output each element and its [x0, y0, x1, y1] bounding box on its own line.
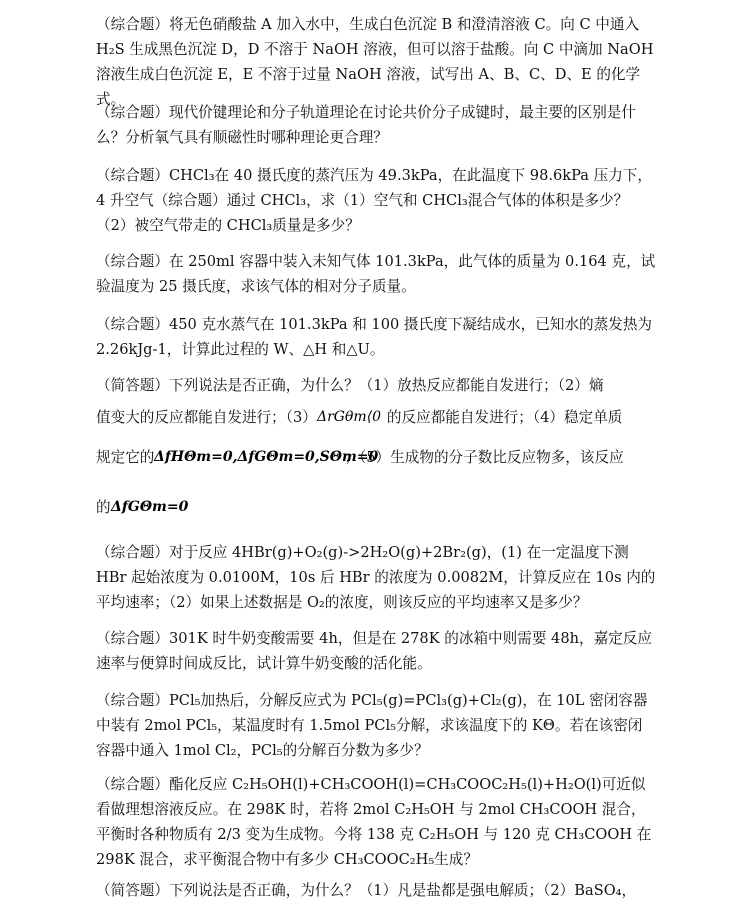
- question-4: （综合题）在 250ml 容器中装入未知气体 101.3kPa，此气体的质量为 0.164 克，试验温度为 25 摄氏度，求该气体的相对分子质量。: [96, 253, 656, 295]
- svg-text:ΔrGθm⟨0: ΔrGθm⟨0: [316, 409, 381, 425]
- question-3: （综合题）CHCl₃在 40 摄氏度的蒸汽压为 49.3kPa，在此温度下 98.6kPa 压力下，4 升空气（综合题）通过 CHCl₃，求（1）空气和 CHCl₃混合气体的体积是多少？（2）被空气带走的 CHCl₃质量是多少？: [96, 167, 652, 234]
- math-delta-f-g-zero: [111, 494, 191, 518]
- question-7: （综合题）对于反应 4HBr(g)+O₂(g)->2H₂O(g)+2Br₂(g)，(1) 在一定温度下测 HBr 起始浓度为 0.0100M，10s 后 HBr 的浓度为 0.0082M，计算反应在 10s 内的平均速率；（2）如果上述数据是 O₂的浓度，则该反应的平均速率又是多少？: [96, 544, 656, 611]
- question-1: （综合题）将无色硝酸盐 A 加入水中，生成白色沉淀 B 和澄清溶液 C。向 C 中通入 H₂S 生成黑色沉淀 D，D 不溶于 NaOH 溶液，但可以溶于盐酸。向 C 中滴加 NaOH 溶液生成白色沉淀 E，E 不溶于过量 NaOH 溶液，试写出 A、B、C、D、E 的化学式。: [96, 16, 654, 108]
- math-delta-r-g-lt0: [317, 406, 387, 428]
- question-6-line-1: （简答题）下列说法是否正确，为什么？（1）放热反应都能自发进行；（2）熵: [96, 377, 604, 394]
- question-9: （综合题）PCl₅加热后，分解反应式为 PCl₅(g)=PCl₃(g)+Cl₂(g)，在 10L 密闭容器中装有 2mol PCl₅，某温度时有 1.5mol PCl₅分解，求该温度下的 KΘ。若在该密闭容器中通入 1mol Cl₂，PCl₅的分解百分数为多少？: [96, 692, 648, 759]
- svg-text:ΔfHΘm=0,ΔfGΘm=0,SΘm=0: ΔfHΘm=0,ΔfGΘm=0,SΘm=0: [154, 449, 379, 465]
- question-8: （综合题）301K 时牛奶变酸需要 4h，但是在 278K 的冰箱中则需要 48h，嘉定反应速率与便算时间成反比，试计算牛奶变酸的活化能。: [96, 630, 652, 672]
- question-10: （综合题）酯化反应 C₂H₅OH(l)+CH₃COOH(l)=CH₃COOC₂H₅(l)+H₂O(l)可近似看做理想溶液反应。在 298K 时，若将 2mol C₂H₅OH 与 2mol CH₃COOH 混合，平衡时各种物质有 2/3 变为生成物。今将 138 克 C₂H₅OH 与 120 克 CH₃COOH 在 298K 混合，求平衡混合物中有多少 CH₃COOC₂H₅生成？: [96, 776, 652, 868]
- question-5: （综合题）450 克水蒸气在 101.3kPa 和 100 摄氏度下凝结成水，已知水的蒸发热为 2.26kJg-1，计算此过程的 W、△H 和△U。: [96, 316, 653, 358]
- question-2: （综合题）现代价键理论和分子轨道理论在讨论共价分子成键时，最主要的区别是什么？分析氧气具有顺磁性时哪种理论更合理？: [96, 104, 636, 146]
- question-6: [96, 372, 656, 524]
- question-6-line-4: 的 ΔfGΘm=0: [96, 494, 656, 524]
- question-6-line-3: 规定它的 ΔfHΘm=0,ΔfGΘm=0,SΘm=0 ；（5）生成物的分子数比反应物多，该反应: [96, 444, 656, 494]
- question-6-line-2: 值变大的反应都能自发进行；（3） ΔrGθm⟨0 的反应都能自发进行；（4）稳定单质: [96, 404, 656, 444]
- math-standard-state-formula: [154, 444, 379, 468]
- svg-text:ΔfGΘm=0: ΔfGΘm=0: [110, 499, 188, 515]
- question-11: （简答题）下列说法是否正确，为什么？（1）凡是盐都是强电解质；（2）BaSO₄，: [96, 882, 637, 899]
